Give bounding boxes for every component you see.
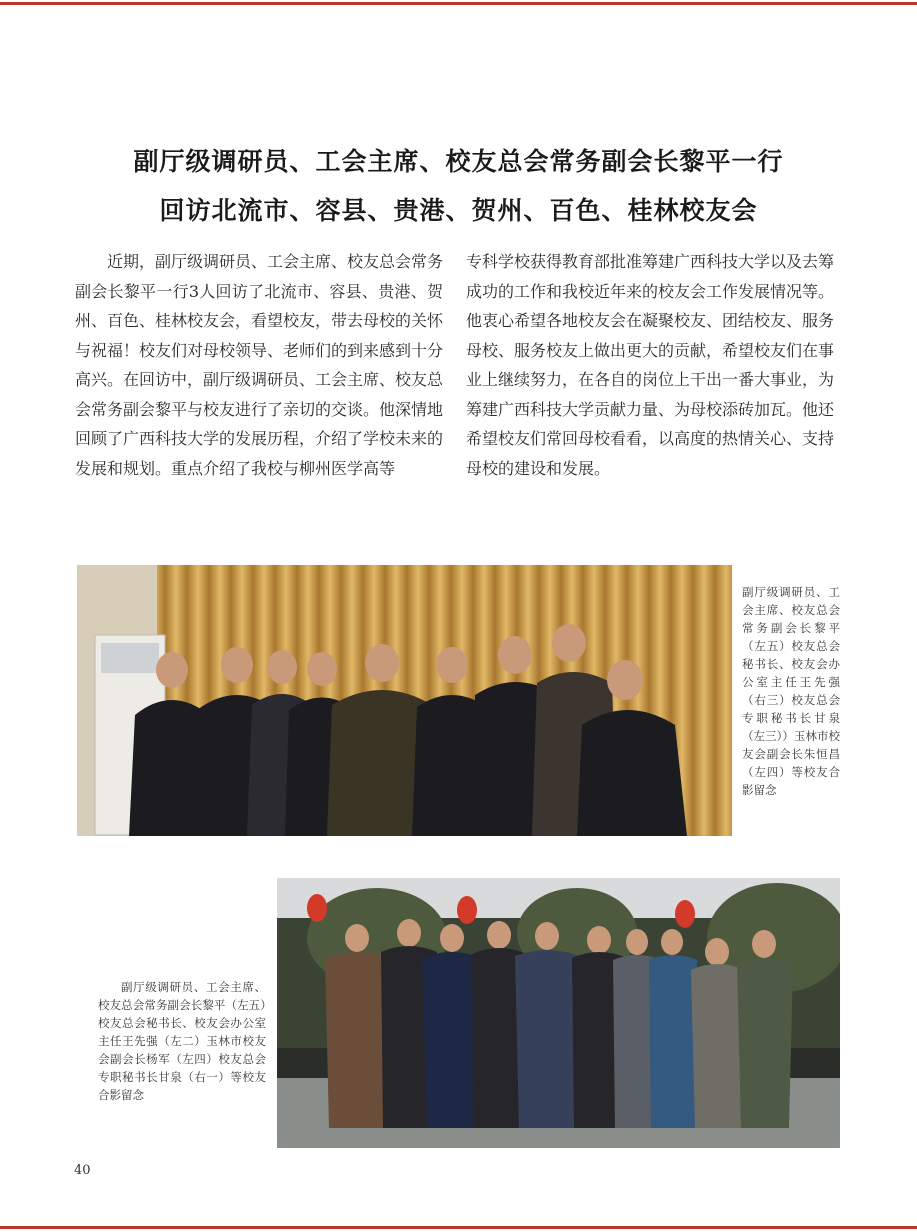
- group-photo-indoor-illustration: [77, 565, 732, 836]
- group-photo-indoor: [77, 565, 732, 836]
- page-number: 40: [74, 1163, 91, 1178]
- photo-caption-indoor: 副厅级调研员、工会主席、校友总会常务副会长黎平（左五）校友总会秘书长、校友会办公室主任王先强（右三）校友总会专职秘书长甘泉（左三））玉林市校友会副会长朱恒昌（左四）等校友合影留念: [742, 585, 840, 797]
- body-column-right: 专科学校获得教育部批准筹建广西科技大学以及去筹成功的工作和我校近年来的校友会工作发展情况等。他衷心希望各地校友会在凝聚校友、团结校友、服务母校、服务校友上做出更大的贡献，希望校友们在事业上继续努力，在各自的岗位上干出一番大事业，为筹建广西科技大学贡献力量、为母校添砖加瓦。他还希望校友们常回母校看看，以高度的热情关心、支持母校的建设和发展。: [466, 252, 835, 478]
- top-rule: [0, 2, 917, 5]
- photo-caption-outdoor: 副厅级调研员、工会主席、校友总会常务副会长黎平（左五）校友总会秘书长、校友会办公室主任王先强（左二）玉林市校友会副会长杨军（左四）校友总会专职秘书长甘泉（右一）等校友合影留念: [98, 980, 266, 1102]
- article-title-line2: 回访北流市、容县、贵港、贺州、百色、桂林校友会: [159, 196, 758, 225]
- article-title-line1: 副厅级调研员、工会主席、校友总会常务副会长黎平一行: [133, 147, 784, 176]
- group-photo-outdoor: [277, 878, 840, 1148]
- group-photo-outdoor-illustration: [277, 878, 840, 1148]
- bottom-rule: [0, 1226, 917, 1229]
- body-column-left: 近期，副厅级调研员、工会主席、校友总会常务副会长黎平一行3人回访了北流市、容县、贵港、贺州、百色、桂林校友会，看望校友，带去母校的关怀与祝福！校友们对母校领导、老师们的到来感到十分高兴。在回访中，副厅级调研员、工会主席、校友总会常务副会黎平与校友进行了亲切的交谈。他深情地回顾了广西科技大学的发展历程，介绍了学校未来的发展和规划。重点介绍了我校与柳州医学高等: [75, 252, 444, 478]
